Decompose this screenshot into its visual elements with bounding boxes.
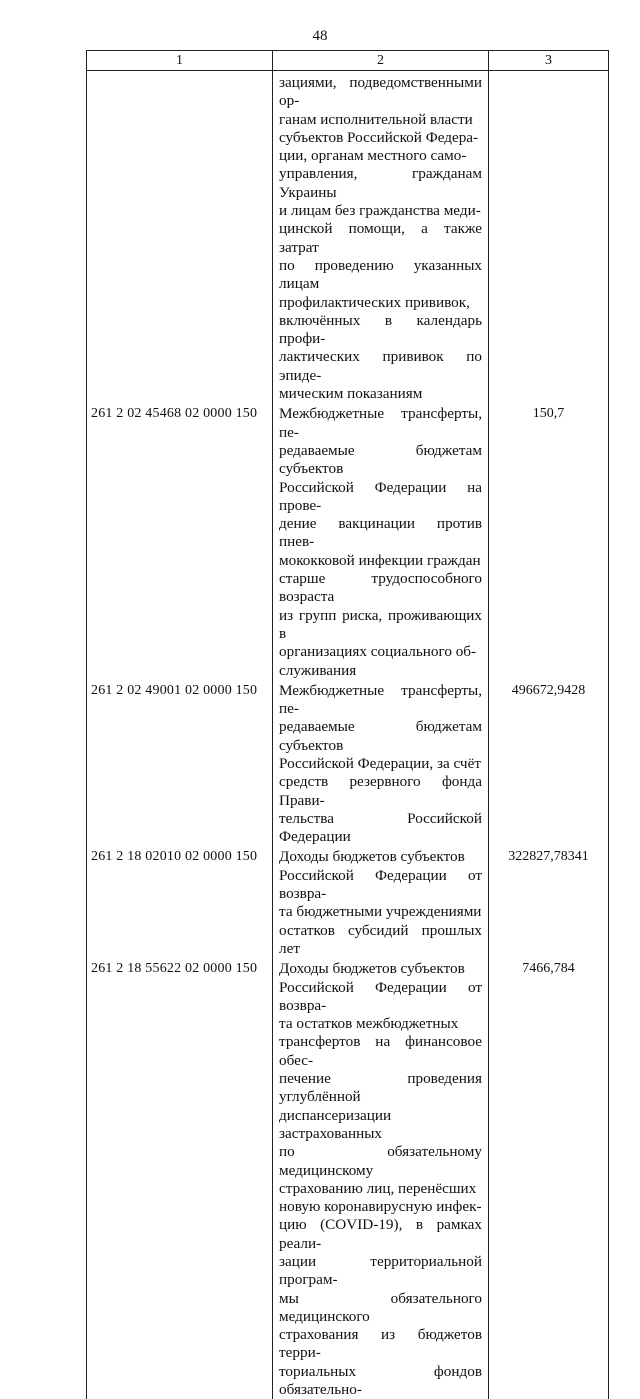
sum-cell: 150,7 (489, 403, 609, 679)
name-cell: Межбюджетные трансферты, пе- редаваемые бюджетам субъектов Российской Федерации, за счёт средств резервного фонда Прави- тельства Российской Федерации (273, 680, 489, 847)
continuation-name-cell: зациями, подведомственными ор- ганам исполнительной власти субъектов Российской Федера- ции, органам местного само- управления, гражданам Украины и лицам без гражданства меди- цинской помощи, а также затрат по проведению указанных лицам профилактических прививок, включённых в календарь профи- лактических прививок по эпиде- мическим показаниям (273, 71, 489, 404)
sum-cell: 496672,9428 (489, 680, 609, 847)
table-row-continuation (87, 71, 609, 404)
code-cell: 261 2 18 02010 02 0000 150 (87, 846, 273, 958)
continuation-code-cell (87, 71, 273, 404)
name-cell: Доходы бюджетов субъектов Российской Федерации от возвра- та остатков межбюджетных трансфертов на финансовое обес- печение проведения углублённой диспансеризации застрахованных по обязательному медицинскому страхованию лиц, перенёсших новую коронавирусную инфек- цию (COVID-19), в рамках реали- зации территориальной програм- мы обязательного медицинского страхования из бюджетов терри- ториальных фондов обязательно- (273, 958, 489, 1399)
column-header-name: 2 (273, 51, 489, 71)
column-header-code: 1 (87, 51, 273, 71)
table-row (87, 680, 609, 847)
table-row (87, 846, 609, 958)
code-cell: 261 2 02 49001 02 0000 150 (87, 680, 273, 847)
revenue-table (86, 50, 609, 1399)
continuation-sum-cell (489, 71, 609, 404)
table-row (87, 403, 609, 679)
sum-cell: 322827,78341 (489, 846, 609, 958)
table-row (87, 958, 609, 1399)
name-cell: Межбюджетные трансферты, пе- редаваемые бюджетам субъектов Российской Федерации на прове- дение вакцинации против пнев- мококковой инфекции граждан старше трудоспособного возраста из групп риска, проживающих в организациях социального об- служивания (273, 403, 489, 679)
code-cell: 261 2 18 55622 02 0000 150 (87, 958, 273, 1399)
column-header-sum: 3 (489, 51, 609, 71)
page-number: 48 (312, 28, 328, 44)
sum-cell: 7466,784 (489, 958, 609, 1399)
name-cell: Доходы бюджетов субъектов Российской Федерации от возвра- та бюджетными учреждениями остатков субсидий прошлых лет (273, 846, 489, 958)
code-cell: 261 2 02 45468 02 0000 150 (87, 403, 273, 679)
table-header-row (87, 51, 609, 71)
